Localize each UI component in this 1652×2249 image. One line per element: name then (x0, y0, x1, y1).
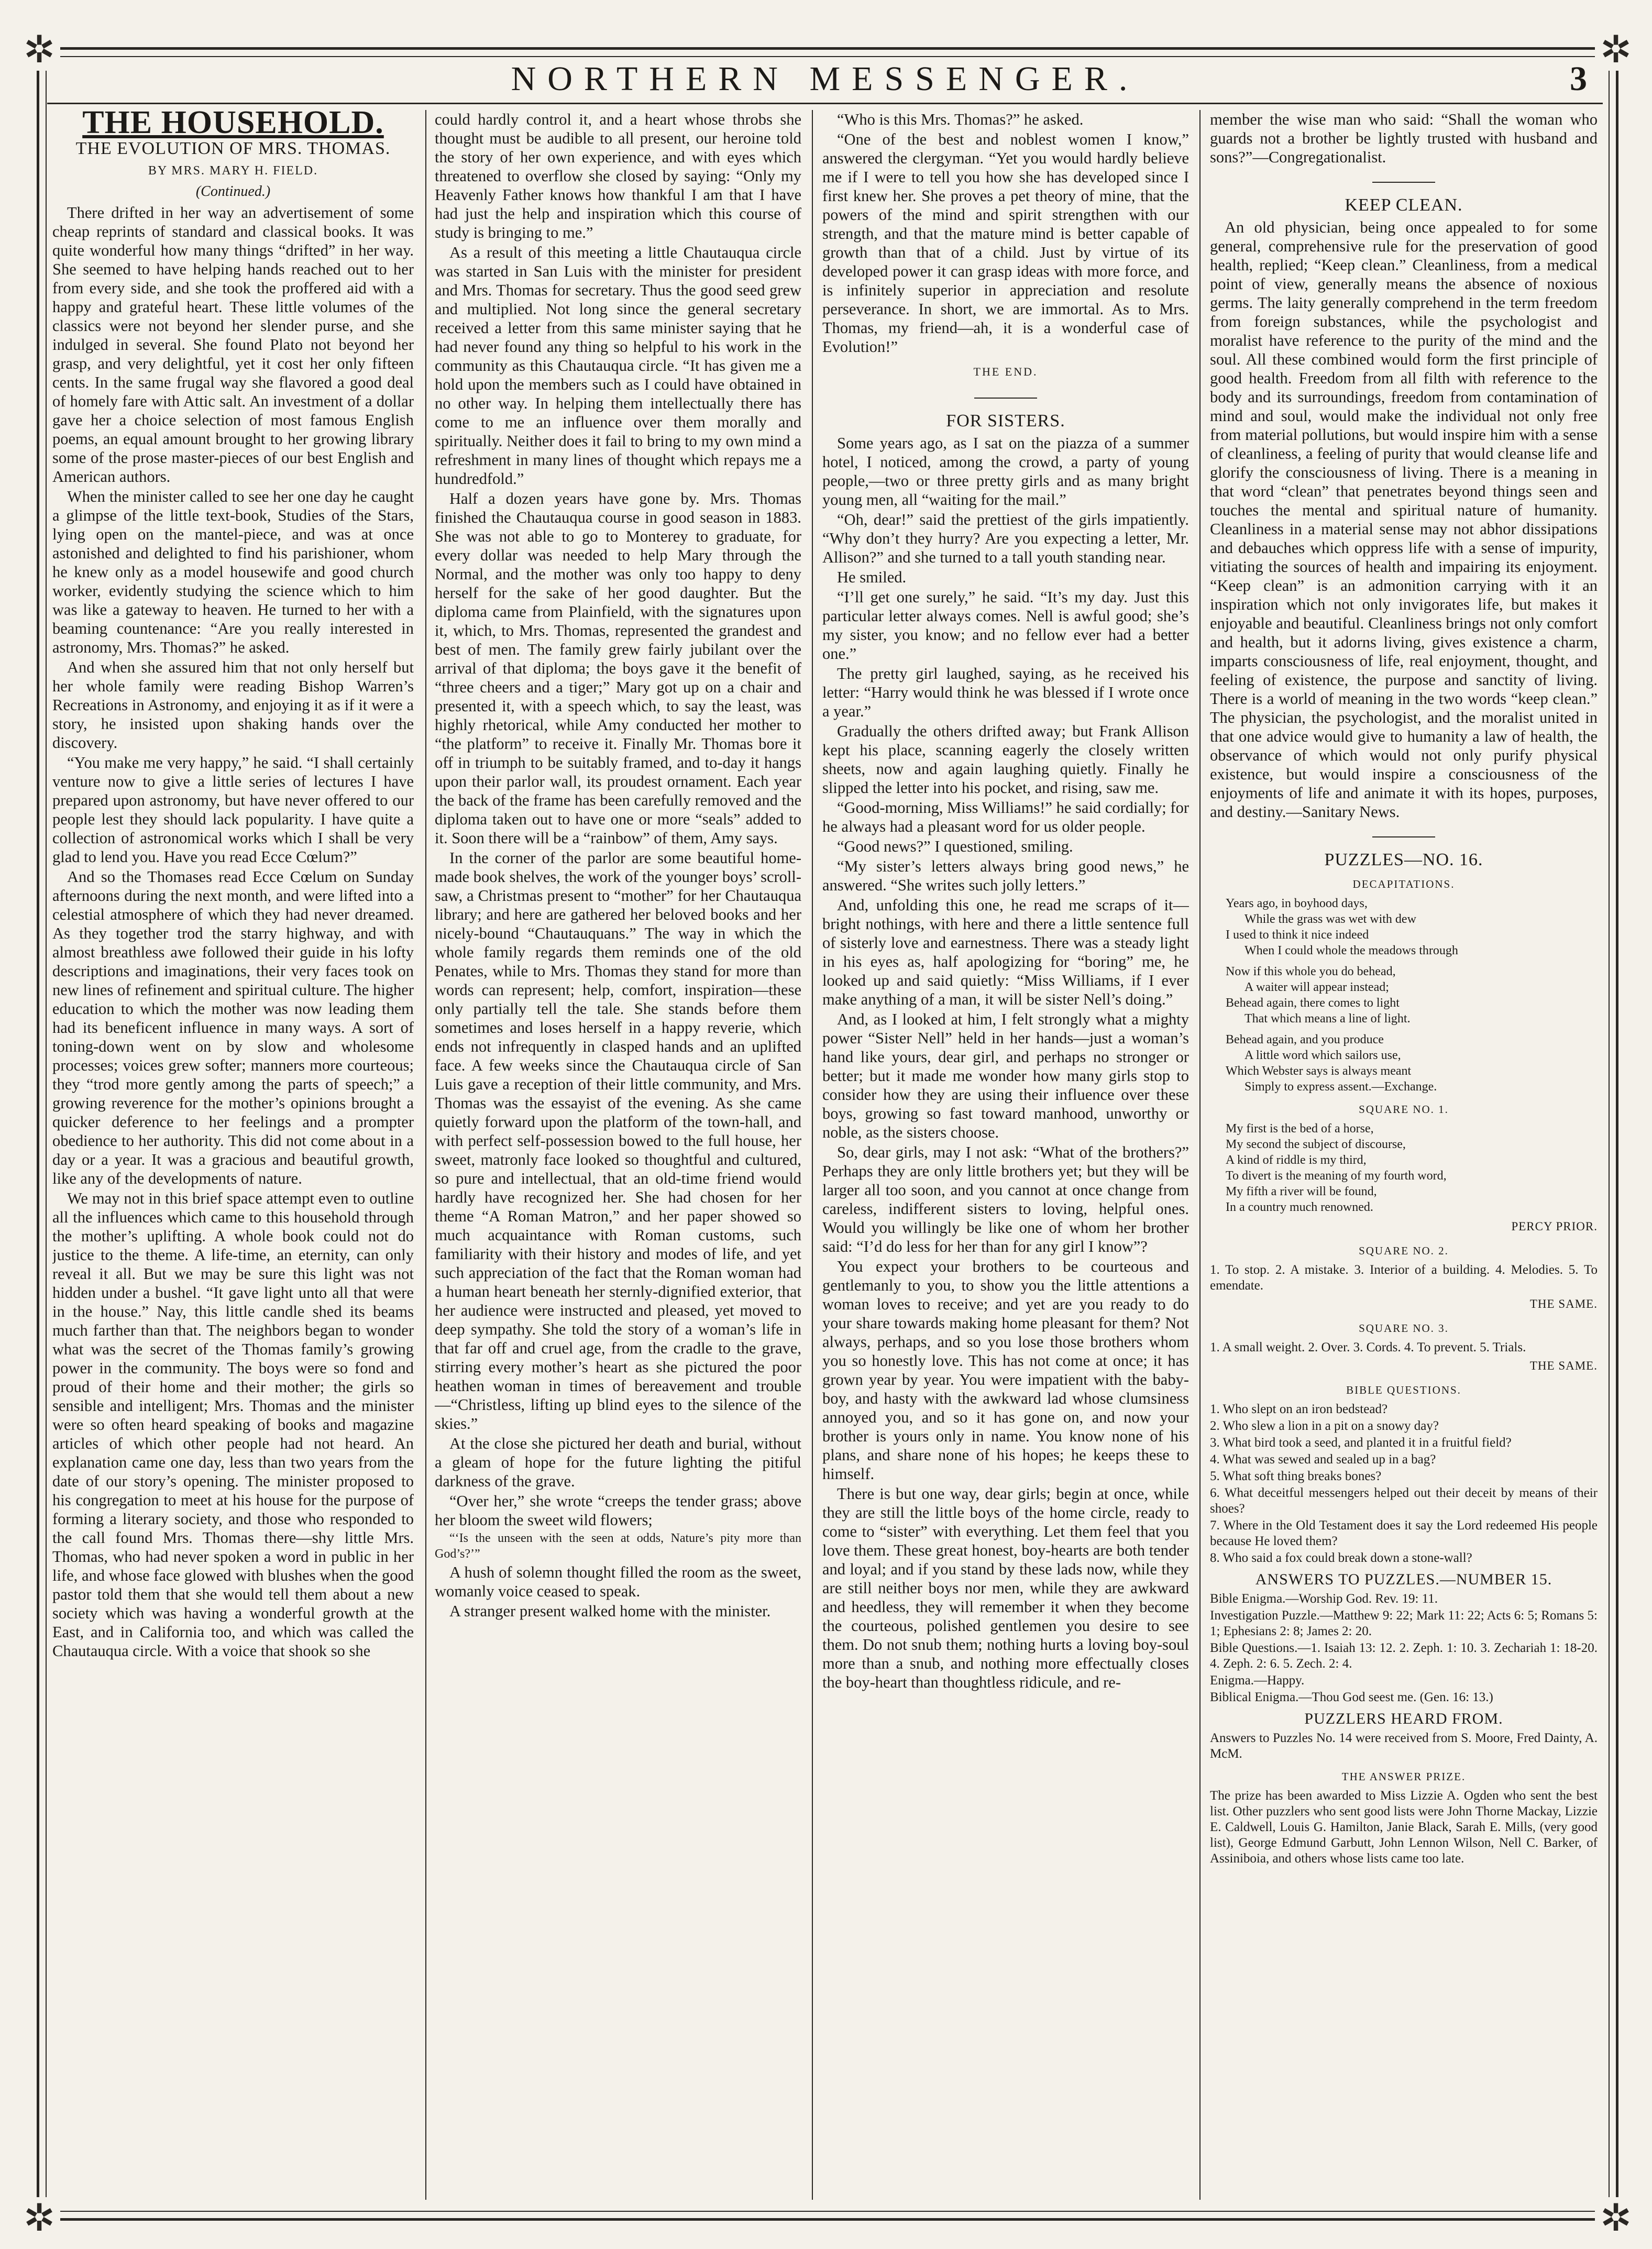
answers-heading: ANSWERS TO PUZZLES.—NUMBER 15. (1255, 1571, 1552, 1588)
paragraph: There is but one way, dear girls; begin at once, while they are still the little boys of the home circle, ready to come to “sister” with everything. Let them feel that you love them. These great honest, boy-hearts are both tender and loyal; and if you stand by these lads now, while they are still neither boys nor men, while they are awkward and heedless, they will remember it when they become the courteous, polished gentlemen you desire to see them. Do not snub them; nothing hurts a loving boy-soul more than a snub, and nothing more effectually closes the boy-heart than thoughtless ridicule, and re- (822, 1485, 1189, 1691)
paragraph: He smiled. (837, 568, 907, 586)
verse-line: To divert is the meaning of my fourth word, (1226, 1169, 1447, 1183)
question-item: 4. What was sewed and sealed up in a bag? (1210, 1452, 1436, 1467)
signature: PERCY PRIOR. (1511, 1220, 1598, 1233)
corner-ornament-icon: ✲ (18, 29, 60, 71)
section-ornament (1210, 826, 1598, 845)
paragraph: Half a dozen years have gone by. Mrs. Thomas finished the Chautauqua course in good season in 1883. She was not able to go to Monterey to graduate, for every dollar was needed to help Mary through the Normal, and the mother was only too happy to deny herself for the sake of her good daughter. But the diploma came from Plainfield, with the signatures upon it, which, to Mrs. Thomas, represented the grandest and best of men. The family grew fairly jubilant over the arrival of that diploma; the boys gave it the benefit of “three cheers and a tiger;” Mary got up on a chair and presented it, with a speech which, to say the least, was highly rhetorical, while Amy conducted her mother to “the platform” to receive it. Finally Mr. Thomas bore it off in triumph to be suitably framed, and to-day it hangs upon their parlor wall, its proudest ornament. Each year the back of the frame has been carefully removed and the diploma taken out to have one or more “seals” added to it. Soon there will be a “rainbow” of them, Amy says. (435, 490, 801, 847)
prize-heading: THE ANSWER PRIZE. (1341, 1770, 1466, 1783)
corner-ornament-icon: ✲ (1595, 29, 1637, 71)
puzzle-heading: DECAPITATIONS. (1352, 878, 1455, 890)
verse-line: While the grass was wet with dew (1244, 912, 1416, 926)
corner-ornament-icon: ✲ (1595, 2197, 1637, 2239)
paragraph: And, unfolding this one, he read me scraps of it—bright nothings, with here and there a little sentence full of sisterly love and earnestness. There was a steady light in his eyes as, half apologizing for “boring” me, he looked up and said quietly: “Miss Williams, if I ever make anything of a man, it will be sister Nell’s doing.” (822, 896, 1189, 1008)
column-2 (435, 110, 801, 2200)
byline: BY MRS. MARY H. FIELD. (148, 164, 318, 178)
column-divider (425, 110, 426, 2200)
verse-line: Behead again, there comes to light (1226, 996, 1400, 1010)
paragraph: “One of the best and noblest women I know,” answered the clergyman. “Yet you would hardly believe me if I were to tell you how she has developed since I first knew her. She proves a pet theory of mine, that the powers of the mind and spirit strengthen with our strength, and that the mature mind is better capable of growth than that of a child. Just by virtue of its developed power it can grasp ideas with more force, and is infinitely superior in appreciation and resolute perseverance. In short, we are immortal. As to Mrs. Thomas, my friend—ah, it is a wonderful case of Evolution!” (822, 130, 1189, 356)
verse-line: That which means a line of light. (1244, 1012, 1411, 1026)
newspaper-title: NORTHERN MESSENGER. (511, 60, 1139, 98)
paragraph: And so the Thomases read Ecce Cœlum on Sunday afternoons during the next month, and were lifted into a celestial atmosphere of which they had never dreamed. As they together trod the starry highway, and with almost breathless awe followed their guide in his lofty descriptions and imaginations, their very faces took on new lines of refinement and spiritual culture. The higher education to which the mother was now leading them had its beneficent influence in many ways. A sort of toning-down went on by slow and wholesome processes; voices grew softer; manners more courteous; they “trod more gently among the parts of speech;” a growing reverence for the mother’s opinions brought a quicker deference to her feelings and a prompter obedience to her authority. This did not come about in a day or a year. It was a gracious and beautiful growth, like any of the developments of nature. (52, 868, 414, 1187)
paragraph: An old physician, being once appealed to for some general, comprehensive rule for the preservation of good health, replied; “Keep clean.” Cleanliness, from a medical point of view, generally means the absence of noxious germs. The laity generally comprehend in the term freedom from foreign substances, while the psychologist and moralist have reference to the purity of the mind and the soul. All these combined would form the first principle of good health. Freedom from all filth with reference to the body and its surroundings, freedom from contamination of mind and soul, would make the individual not only free from material pollutions, but would inspire him with a sense of cleanliness, a feeling of purity that would cleanse life and glorify the consciousness of living. There is a meaning in that word “clean” that penetrates beyond things seen and touches the mental and spiritual nature of humanity. Cleanliness in a material sense may not abhor dissipations and debauches which oppress life with a sense of impurity, vitiating the sources of health and impairing its enjoyment. “Keep clean” is an admonition carrying with it an inspiration which not only invigorates life, but makes it enjoyable and beautiful. Cleanliness brings not only comfort and health, but it adorns living, gives existence a charm, imparts consciousness of life, real enjoyment, thought, and feeling of existence, the purpose and sanctity of living. There is a world of meaning in the two words “keep clean.” The physician, the psychologist, and the moralist united in that one advice would give to humanity a law of health, the observance of which would not only purify physical existence, but would inspire a consciousness of the enjoyments of life and animate it with its hopes, purposes, and destiny.—Sanitary News. (1210, 218, 1598, 821)
verse-line: Simply to express assent.—Exchange. (1244, 1080, 1437, 1094)
question-item: 7. Where in the Old Testament does it say the Lord redeemed His people because He loved them? (1210, 1518, 1598, 1548)
paragraph: could hardly control it, and a heart whose throbs she thought must be audible to all present, our heroine told the story of her own experience, and with eyes which threatened to overflow she closed by saying: “Only my Heavenly Father knows how thankful I am that I have had just the help and inspiration which this course of study is bringing to me.” (435, 111, 801, 241)
paragraph: In the corner of the parlor are some beautiful home-made book shelves, the work of the younger boys’ scroll-saw, a Christmas present to “mother” for her Chautauqua library; and here are gathered her beloved books and her nicely-bound “Chautauquans.” The way in which the whole family regards them reminds one of the old Penates, while to Mrs. Thomas they stand for more than words can represent; help, comfort, inspiration—these only partially tell the tale. She stands before them sometimes and loses herself in a happy reverie, which ends not infrequently in clasped hands and an uplifted face. A few weeks since the Chautauqua circle of San Luis gave a reception of their little community, and Mrs. Thomas was the essayist of the evening. As she came quietly forward upon the platform of the town-hall, and with perfect self-possession bowed to the full house, her sweet, matronly face looked so thoughtful and cultured, so pure and intellectual, that an old-time friend would hardly have recognized her. She had chosen for her theme “A Roman Matron,” and her paper showed so much acquaintance with Roman customs, such familiarity with their history and modes of life, and yet such appreciation of the fact that the Roman woman had a human heart beneath her sternly-dignified exterior, that her audience were instructed and pleased, yet moved to deep sympathy. She told the story of a woman’s life in that far off and cruel age, from the cradle to the grave, stirring every mother’s heart as she pictured the poor heathen woman in times of bereavement and trouble—“Christless, lifting up blind eyes to the silence of the skies.” (435, 849, 801, 1432)
article-title: FOR SISTERS. (946, 411, 1065, 431)
paragraph: member the wise man who said: “Shall the woman who guards not a brother be lightly trusted with husband and sons?”—Congregationalist. (1210, 111, 1598, 166)
column-1 (52, 110, 414, 2200)
puzzlers-heard-text: Answers to Puzzles No. 14 were received from S. Moore, Fred Dainty, A. McM. (1210, 1731, 1598, 1761)
puzzle-verse (1226, 896, 1598, 1095)
paragraph: There drifted in her way an advertisement of some cheap reprints of standard and classical books. It was quite wonderful how many things “drifted” in her way. She seemed to have helping hands reached out to her from every side, and she took the proffered aid with a happy and grateful heart. These little volumes of the classics were not beyond her slender purse, and she indulged in several. She found Plato not beyond her grasp, and very delightful, yet it cost her only fifteen cents. In the same frugal way she flavored a good deal of homely fare with Attic salt. An investment of a dollar gave her a choice selection of most famous English poems, an equal amount brought to her growing library some of the prose master-pieces of our best English and American authors. (52, 204, 414, 486)
paragraph: When the minister called to see her one day he caught a glimpse of the little text-book, Studies of the Stars, lying open on the mantel-piece, and was at once astonished and delighted to find his parishioner, whom he knew only as a model housewife and good church worker, evidently studying the science which to him was like a gateway to heaven. He turned to her with a beaming countenance: “Are you really interested in astronomy, Mrs. Thomas?” he asked. (52, 488, 414, 656)
puzzlers-heard-heading: PUZZLERS HEARD FROM. (1304, 1710, 1503, 1727)
verse-line: My second the subject of discourse, (1226, 1138, 1406, 1151)
article-title: THE EVOLUTION OF MRS. THOMAS. (75, 139, 391, 158)
paragraph: Some years ago, as I sat on the piazza of a summer hotel, I noticed, among the crowd, a party of young people,—two or three pretty girls and as many bright young men, all “waiting for the mail.” (822, 434, 1189, 509)
paragraph: You expect your brothers to be courteous and gentlemanly to you, to show you the little attentions a woman loves to receive; and yet are you ready to do your share towards making home pleasant for them? Not always, perhaps, and so you lose those brothers whom you so honestly love. This has not come at once; it has grown year by year. You were impatient with the baby-boy, and hasty with the awkward lad whose clumsiness annoyed you, and so it has gone on, and now your brother is yours only in name. You know none of his plans, and share none of his hopes; he keeps these to himself. (822, 1258, 1189, 1483)
page-number: 3 (1570, 60, 1587, 98)
paragraph: We may not in this brief space attempt even to outline all the influences which came to this household through the mother’s uplifting. A whole book could not do justice to the theme. A life-time, an eternity, can only reveal it all. But we may be sure this light was not hidden under a bushel. “It gave light unto all that were in the house.” Nay, this little candle shed its beams much farther than that. The neighbors began to wonder what was the secret of the Thomas family’s growing power in the community. The boys were so fond and proud of their home and their mother; the girls so sensible and intelligent; Mrs. Thomas and the minister were so often heard speaking of books and magazine articles of which other people had not heard. An explanation came one day, less than two years from the date of our story’s opening. The minister proposed to his congregation to meet at his house for the purpose of forming a literary society, and those who responded to the call found Mrs. Thomas there—shy little Mrs. Thomas, who had never spoken a word in public in her life, and whose face glowed with blushes when the good pastor told them that she would tell them about a new society which was having a wonderful growth at the East, and in California too, and which was called the Chautauqua circle. With a voice that shook so she (52, 1189, 414, 1660)
question-item: 2. Who slew a lion in a pit on a snowy day? (1210, 1419, 1439, 1433)
puzzle-heading: SQUARE NO. 1. (1359, 1103, 1449, 1116)
signature: THE SAME. (1529, 1297, 1598, 1310)
paragraph: A stranger present walked home with the minister. (449, 1602, 771, 1620)
verse-line: Behead again, and you produce (1226, 1033, 1384, 1046)
question-item: 3. What bird took a seed, and planted it in a fruitful field? (1210, 1436, 1512, 1450)
paragraph: “Good-morning, Miss Williams!” he said cordially; for he always had a pleasant word for us older people. (822, 799, 1189, 835)
section-ornament (822, 388, 1189, 406)
puzzle-text: 1. To stop. 2. A mistake. 3. Interior of a building. 4. Melodies. 5. To emendate. (1210, 1263, 1598, 1293)
end-marker: THE END. (973, 365, 1038, 378)
paragraph: And when she assured him that not only herself but her whole family were reading Bishop Warren’s Recreations in Astronomy, and enjoying it as if it were a story, he insisted upon shaking hands over the discovery. (52, 658, 414, 752)
verse-line: A waiter will appear instead; (1244, 980, 1389, 994)
paragraph: The pretty girl laughed, saying, as he received his letter: “Harry would think he was blessed if I wrote once a year.” (822, 665, 1189, 720)
paragraph: A hush of solemn thought filled the room as the sweet, womanly voice ceased to speak. (435, 1563, 801, 1600)
verse-line: A kind of riddle is my third, (1226, 1153, 1367, 1167)
section-ornament (1210, 172, 1598, 191)
department-heading: THE HOUSEHOLD. (82, 110, 384, 140)
puzzle-heading: SQUARE NO. 3. (1359, 1322, 1449, 1335)
paragraph: At the close she pictured her death and burial, without a gleam of hope for the future lighting the pitiful darkness of the grave. (435, 1435, 801, 1490)
question-item: 8. Who said a fox could break down a stone-wall? (1210, 1551, 1472, 1565)
verse-line: My first is the bed of a horse, (1226, 1122, 1374, 1135)
verse-line: A little word which sailors use, (1244, 1049, 1401, 1062)
question-item: 1. Who slept on an iron bedstead? (1210, 1402, 1388, 1416)
answer-item: Investigation Puzzle.—Matthew 9: 22; Mark 11: 22; Acts 6: 5; Romans 5: 1; Ephesians 2: 8; James 2: 20. (1210, 1608, 1598, 1638)
article-title: KEEP CLEAN. (1345, 195, 1463, 215)
answer-item: Biblical Enigma.—Thou God seest me. (Gen. 16: 13.) (1210, 1690, 1493, 1704)
continued-note: (Continued.) (195, 183, 271, 200)
verse-line: In a country much renowned. (1226, 1200, 1373, 1214)
paragraph: “Over her,” she wrote “creeps the tender grass; above her bloom the sweet wild flowers; (435, 1492, 801, 1529)
verse-line: My fifth a river will be found, (1226, 1185, 1377, 1198)
answer-item: Enigma.—Happy. (1210, 1673, 1305, 1688)
corner-ornament-icon: ✲ (18, 2197, 60, 2239)
paragraph: “Oh, dear!” said the prettiest of the girls impatiently. “Why don’t they hurry? Are you expecting a letter, Mr. Allison?” and she turned to a tall youth standing near. (822, 511, 1189, 566)
column-4 (1210, 110, 1598, 2200)
paragraph: And, as I looked at him, I felt strongly what a mighty power “Sister Nell” held in her hands—just a woman’s hand like yours, dear girl, and perhaps no stronger or better; but it made me wonder how many girls stop to consider how they are using their influence over these boys, growing so fast toward manhood, unworthy or noble, as the sisters choose. (822, 1010, 1189, 1141)
article-columns (52, 110, 1598, 2200)
verse-line: Years ago, in boyhood days, (1226, 897, 1368, 910)
question-item: 5. What soft thing breaks bones? (1210, 1469, 1382, 1483)
paragraph: “Good news?” I questioned, smiling. (837, 837, 1073, 855)
verse-line: When I could whole the meadows through (1244, 944, 1458, 957)
verse-quote: “‘Is the unseen with the seen at odds, Nature’s pity more than God’s?’” (435, 1531, 801, 1561)
signature: THE SAME. (1529, 1359, 1598, 1372)
puzzles-title: PUZZLES—NO. 16. (1324, 850, 1483, 869)
paragraph: “I’ll get one surely,” he said. “It’s my day. Just this particular letter always comes. Nell is awful good; she’s my sister, you know; and no fellow ever had a better one.” (822, 588, 1189, 663)
answer-item: Bible Questions.—1. Isaiah 13: 12. 2. Zeph. 1: 10. 3. Zechariah 1: 18-20. 4. Zeph. 2: 6. 5. Zech. 2: 4. (1210, 1641, 1598, 1671)
answer-item: Bible Enigma.—Worship God. Rev. 19: 11. (1210, 1592, 1438, 1606)
puzzle-verse (1226, 1121, 1598, 1215)
column-divider (812, 110, 813, 2200)
question-item: 6. What deceitful messengers helped out their deceit by means of their shoes? (1210, 1486, 1598, 1516)
puzzle-heading: BIBLE QUESTIONS. (1346, 1384, 1461, 1396)
column-3 (822, 110, 1189, 2200)
paragraph: So, dear girls, may I not ask: “What of the brothers?” Perhaps they are only little brothers yet; but they will be larger all too soon, and you cannot at once change from careless, indifferent sisters to loving, helpful ones. Would you willingly be like one of whom her brother said: “I’d do less for her than for any girl I know”? (822, 1143, 1189, 1255)
prize-text: The prize has been awarded to Miss Lizzie A. Ogden who sent the best list. Other puzzlers who sent good lists were John Thorne Mackay, Lizzie E. Caldwell, Louis G. Hamilton, Janie Black, Sarah E. Mills, (very good list), George Edmund Garbutt, John Lennon Wilson, Nell C. Barker, of Assiniboia, and others whose lists came too late. (1210, 1789, 1598, 1866)
verse-line: Which Webster says is always meant (1226, 1064, 1412, 1078)
paragraph: “You make me very happy,” he said. “I shall certainly venture now to give a little series of lectures I have prepared upon astronomy, but have never offered to our people lest they should lack popularity. I have quite a collection of astronomical works which I shall be very glad to lend you. Have you read Ecce Cœlum?” (52, 754, 414, 866)
paragraph: “My sister’s letters always bring good news,” he answered. “She writes such jolly letters.” (822, 857, 1189, 894)
puzzle-text: 1. A small weight. 2. Over. 3. Cords. 4. To prevent. 5. Trials. (1210, 1340, 1526, 1354)
verse-line: I used to think it nice indeed (1226, 928, 1369, 942)
column-divider (1199, 110, 1201, 2200)
paragraph: Gradually the others drifted away; but Frank Allison kept his place, scanning eagerly the closely written sheets, now and again laughing quietly. Finally he slipped the letter into his pocket, and rising, saw me. (822, 722, 1189, 797)
paragraph: “Who is this Mrs. Thomas?” he asked. (837, 111, 1084, 128)
masthead (47, 56, 1603, 104)
paragraph: As a result of this meeting a little Chautauqua circle was started in San Luis with the minister for president and Mrs. Thomas for secretary. Thus the good seed grew and multiplied. Not long since the general secretary received a letter from this same minister saying that he had never found any thing so helpful to his work in the community as this Chautauqua circle. “It has given me a hold upon the members such as I could have obtained in no other way. In helping them intellectually there has come to me an influence over them morally and spiritually. Neither does it fail to bring to my own mind a refreshment in many lines of thought which repays me a hundredfold.” (435, 244, 801, 488)
puzzle-heading: SQUARE NO. 2. (1359, 1244, 1449, 1257)
verse-line: Now if this whole you do behead, (1226, 965, 1396, 978)
